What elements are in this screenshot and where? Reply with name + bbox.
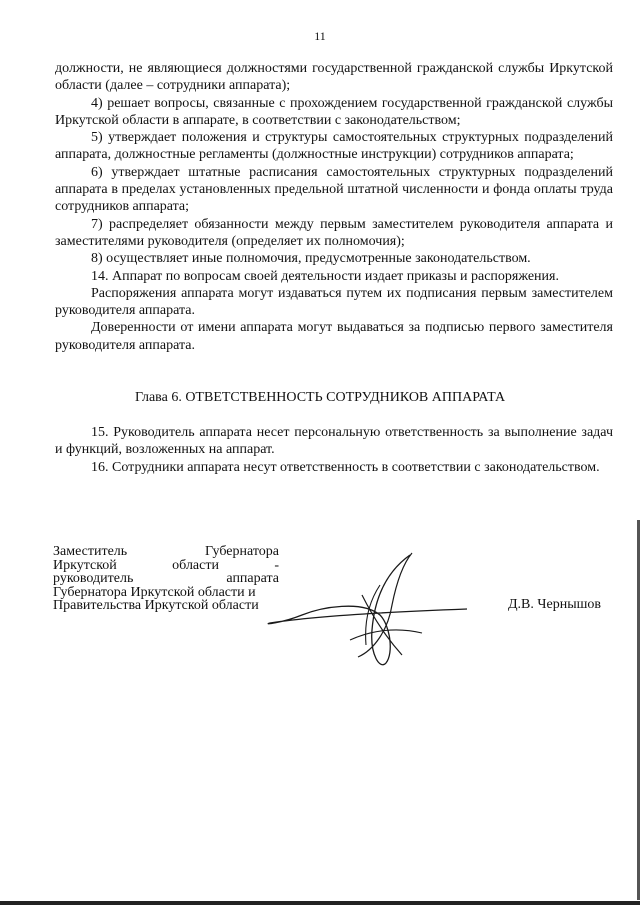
paragraph: 6) утверждает штатные расписания самостоятельных структурных подразделений аппарата в пределах установленных предельной штатной численности и фонда оплаты труда сотрудников аппарата; bbox=[55, 164, 613, 215]
paragraph: 5) утверждает положения и структуры самостоятельных структурных подразделений аппарата, должностные регламенты (должностные инструкции) сотрудников аппарата; bbox=[55, 130, 613, 163]
paragraph: 8) осуществляет иные полномочия, предусмотренные законодательством. bbox=[91, 251, 531, 267]
signatory-title-line: Правительства Иркутской области bbox=[53, 598, 259, 613]
paragraph: Распоряжения аппарата могут издаваться путем их подписания первым заместителем руководителя аппарата. bbox=[55, 285, 613, 319]
signatory-title-line: Губернатора Иркутской области и bbox=[53, 584, 256, 600]
signatory-title bbox=[53, 545, 279, 613]
handwritten-signature bbox=[262, 545, 472, 675]
paragraph: 4) решает вопросы, связанные с прохождением государственной гражданской службы Иркутской области в аппарате, в соответствии с законодательством; bbox=[55, 95, 613, 128]
page-number: 11 bbox=[314, 29, 326, 43]
signatory-title-line: руководитель аппарата bbox=[53, 571, 279, 586]
chapter-heading: Глава 6. ОТВЕТСТВЕННОСТЬ СОТРУДНИКОВ АППАРАТА bbox=[134, 390, 506, 405]
document-body bbox=[55, 60, 613, 354]
paragraph: 16. Сотрудники аппарата несут ответственность в соответствии с законодательством. bbox=[91, 459, 600, 475]
paragraph: 7) распределяет обязанности между первым заместителем руководителя аппарата и заместителями руководителя (определяет их полномочия); bbox=[55, 216, 613, 249]
chapter-body bbox=[55, 424, 613, 476]
signatory-title-line: Заместитель Губернатора bbox=[53, 544, 279, 559]
signatory-name: Д.В. Чернышов bbox=[508, 597, 601, 612]
paragraph: должности, не являющиеся должностями государственной гражданской службы Иркутской области (далее – сотрудники аппарата); bbox=[55, 61, 613, 94]
signatory-title-line: Иркутской области - bbox=[53, 557, 279, 573]
paragraph: 15. Руководитель аппарата несет персональную ответственность за выполнение задач и функций, возложенных на аппарат. bbox=[55, 425, 613, 458]
scan-edge bbox=[0, 901, 640, 905]
paragraph: 14. Аппарат по вопросам своей деятельности издает приказы и распоряжения. bbox=[91, 268, 559, 284]
paragraph: Доверенности от имени аппарата могут выдаваться за подписью первого заместителя руководителя аппарата. bbox=[55, 320, 613, 353]
